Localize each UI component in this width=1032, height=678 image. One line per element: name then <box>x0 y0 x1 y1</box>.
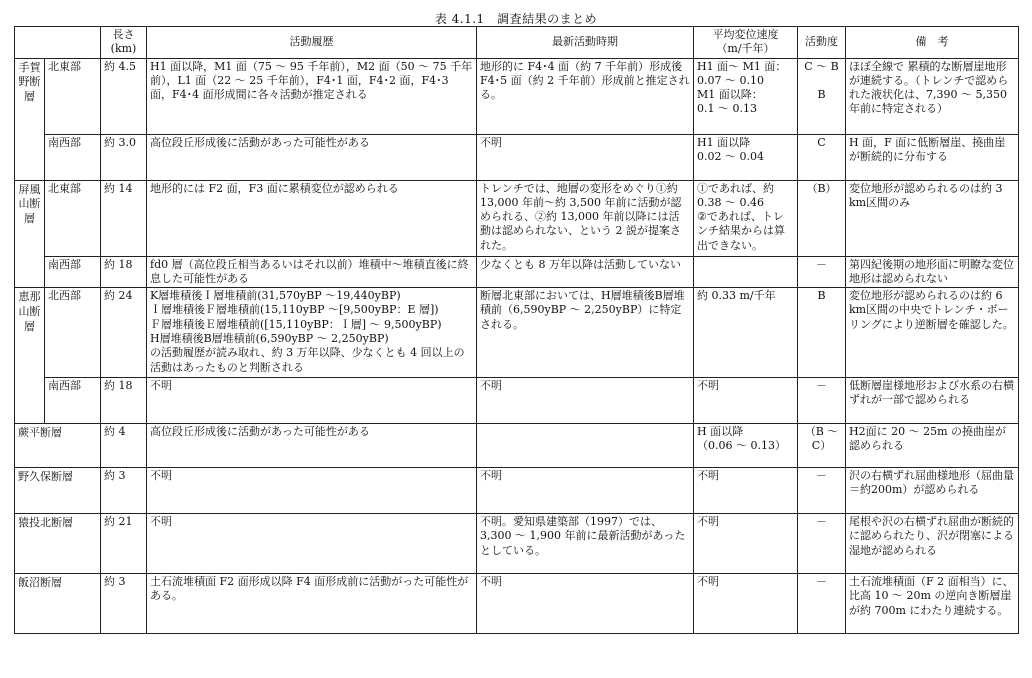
latest-cell: 断層北東部においては、H層堆積後B層堆積前（6,590yBP ～ 2,250yBP）に特定される。 <box>477 288 694 378</box>
table-row <box>15 180 1019 256</box>
table-row <box>15 288 1019 378</box>
fault-name: 猿投北断層 <box>15 514 101 574</box>
segment-name: 南西部 <box>45 256 101 288</box>
remarks-cell: 低断層崖様地形および水系の右横ずれが一部で認められる <box>846 378 1019 424</box>
history-cell: 高位段丘形成後に活動があった可能性がある <box>147 134 477 180</box>
length-cell: 約 21 <box>101 514 147 574</box>
rate-cell: H1 面～ M1 面： 0.07 ～ 0.10 M1 面以降： 0.1 ～ 0.13 <box>694 58 798 134</box>
history-cell: 地形的には F2 面，F3 面に累積変位が認められる <box>147 180 477 256</box>
latest-cell: 不明 <box>477 574 694 634</box>
history-cell: fd0 層（高位段丘相当あるいはそれ以前）堆積中～堆積直後に終息した可能性がある <box>147 256 477 288</box>
length-cell: 約 3 <box>101 468 147 514</box>
length-cell: 約 3 <box>101 574 147 634</box>
header-rate: 平均変位速度 （m/千年） <box>694 27 798 59</box>
header-length: 長さ (km) <box>101 27 147 59</box>
history-cell: 不明 <box>147 468 477 514</box>
table-row <box>15 514 1019 574</box>
rate-cell <box>694 256 798 288</box>
length-cell: 約 24 <box>101 288 147 378</box>
segment-name: 南西部 <box>45 378 101 424</box>
remarks-cell: 変位地形が認められるのは約 6 km区間の中央でトレンチ・ボーリングにより逆断層を確認した。 <box>846 288 1019 378</box>
length-cell: 約 18 <box>101 378 147 424</box>
length-cell: 約 14 <box>101 180 147 256</box>
remarks-cell: 変位地形が認められるのは約 3 km区間のみ <box>846 180 1019 256</box>
rate-cell: 不明 <box>694 574 798 634</box>
latest-cell: 不明 <box>477 378 694 424</box>
activity-cell: C ～ B B <box>798 58 846 134</box>
rate-cell: 約 0.33 m/千年 <box>694 288 798 378</box>
rate-cell: H1 面以降 0.02 ～ 0.04 <box>694 134 798 180</box>
rate-cell: ①であれば、約 0.38 ～ 0.46 ②であれば、トレンチ結果からは算出できない。 <box>694 180 798 256</box>
fault-name: 恵那山断層 <box>15 288 45 424</box>
history-cell: 不明 <box>147 378 477 424</box>
latest-cell <box>477 424 694 468</box>
segment-name: 北西部 <box>45 288 101 378</box>
table-row <box>15 58 1019 134</box>
latest-cell: 少なくとも 8 万年以降は活動していない <box>477 256 694 288</box>
history-cell: 土石流堆積面 F2 面形成以降 F4 面形成前に活動がった可能性がある。 <box>147 574 477 634</box>
rate-cell: 不明 <box>694 468 798 514</box>
length-cell: 約 4 <box>101 424 147 468</box>
latest-cell: 不明 <box>477 134 694 180</box>
remarks-cell: H2面に 20 ～ 25m の撓曲崖が認められる <box>846 424 1019 468</box>
latest-cell: 地形的に F4･4 面（約 7 千年前）形成後 F4･5 面（約 2 千年前）形成前と推定される。 <box>477 58 694 134</box>
latest-cell: 不明。愛知県建築部（1997）では、3,300 ～ 1,900 年前に最新活動があったとしている。 <box>477 514 694 574</box>
fault-name: 飯沼断層 <box>15 574 101 634</box>
rate-cell: H 面以降 （0.06 ～ 0.13） <box>694 424 798 468</box>
activity-cell: － <box>798 514 846 574</box>
fault-name: 蕨平断層 <box>15 424 101 468</box>
segment-name: 北東部 <box>45 58 101 134</box>
activity-cell: － <box>798 574 846 634</box>
activity-cell: （B） <box>798 180 846 256</box>
rate-cell: 不明 <box>694 378 798 424</box>
survey-results-table <box>14 26 1019 634</box>
table-row <box>15 468 1019 514</box>
length-cell: 約 3.0 <box>101 134 147 180</box>
activity-cell: （B ～ C） <box>798 424 846 468</box>
activity-cell: B <box>798 288 846 378</box>
table-row <box>15 378 1019 424</box>
remarks-cell: 沢の右横ずれ屈曲様地形（屈曲量＝約200m）が認められる <box>846 468 1019 514</box>
header-fault <box>15 27 101 59</box>
activity-cell: C <box>798 134 846 180</box>
segment-name: 北東部 <box>45 180 101 256</box>
remarks-cell: H 面，F 面に低断層崖、撓曲崖が断続的に分布する <box>846 134 1019 180</box>
fault-name: 屏風山断層 <box>15 180 45 288</box>
remarks-cell: 第四紀後期の地形面に明瞭な変位地形は認められない <box>846 256 1019 288</box>
latest-cell: トレンチでは、地層の変形をめぐり①約 13,000 年前～約 3,500 年前に活動が認められる、②約 13,000 年前以降には活動は認められない、という 2 説が提案された。 <box>477 180 694 256</box>
length-cell: 約 18 <box>101 256 147 288</box>
header-history: 活動履歴 <box>147 27 477 59</box>
remarks-cell: 土石流堆積面（F 2 面相当）に、比高 10 ～ 20m の逆向き断層崖が約 700m にわたり連続する。 <box>846 574 1019 634</box>
history-cell: 不明 <box>147 514 477 574</box>
header-latest: 最新活動時期 <box>477 27 694 59</box>
remarks-cell: ほぼ全線で 累積的な断層崖地形が連続する。（トレンチで認められた液状化は、7,390 ～ 5,350 年前に特定される） <box>846 58 1019 134</box>
rate-cell: 不明 <box>694 514 798 574</box>
segment-name: 南西部 <box>45 134 101 180</box>
table-row <box>15 574 1019 634</box>
history-cell: K層堆積後Ｉ層堆積前(31,570yBP ～19,440yBP) Ｉ層堆積後Ｆ層堆積前(15,110yBP ～[9,500yBP：E 層]) Ｆ層堆積後Ｅ層堆積前([15,110yBP：Ｉ層] ～ 9,500yBP) H層堆積後B層堆積前(6,590yBP ～ 2,250yBP) の活動履歴が読み取れ、約 3 万年以降、少なくとも 4 回以上の活動はあったものと判断される <box>147 288 477 378</box>
table-row <box>15 256 1019 288</box>
table-row <box>15 134 1019 180</box>
activity-cell: － <box>798 256 846 288</box>
header-remarks: 備 考 <box>846 27 1019 59</box>
latest-cell: 不明 <box>477 468 694 514</box>
table-caption: 表 4.1.1 調査結果のまとめ <box>434 12 598 26</box>
fault-name: 手賀野断層 <box>15 58 45 180</box>
table-row <box>15 424 1019 468</box>
length-cell: 約 4.5 <box>101 58 147 134</box>
remarks-cell: 尾根や沢の右横ずれ屈曲が断続的に認められたり、沢が閉塞による湿地が認められる <box>846 514 1019 574</box>
fault-name: 野久保断層 <box>15 468 101 514</box>
history-cell: H1 面以降，M1 面（75 ～ 95 千年前），M2 面（50 ～ 75 千年前），L1 面（22 ～ 25 千年前），F4･1 面，F4･2 面，F4･3 面，F4･4 面形成間に各々活動が推定される <box>147 58 477 134</box>
activity-cell: － <box>798 468 846 514</box>
header-activity: 活動度 <box>798 27 846 59</box>
history-cell: 高位段丘形成後に活動があった可能性がある <box>147 424 477 468</box>
table-header-row <box>15 27 1019 59</box>
activity-cell: － <box>798 378 846 424</box>
